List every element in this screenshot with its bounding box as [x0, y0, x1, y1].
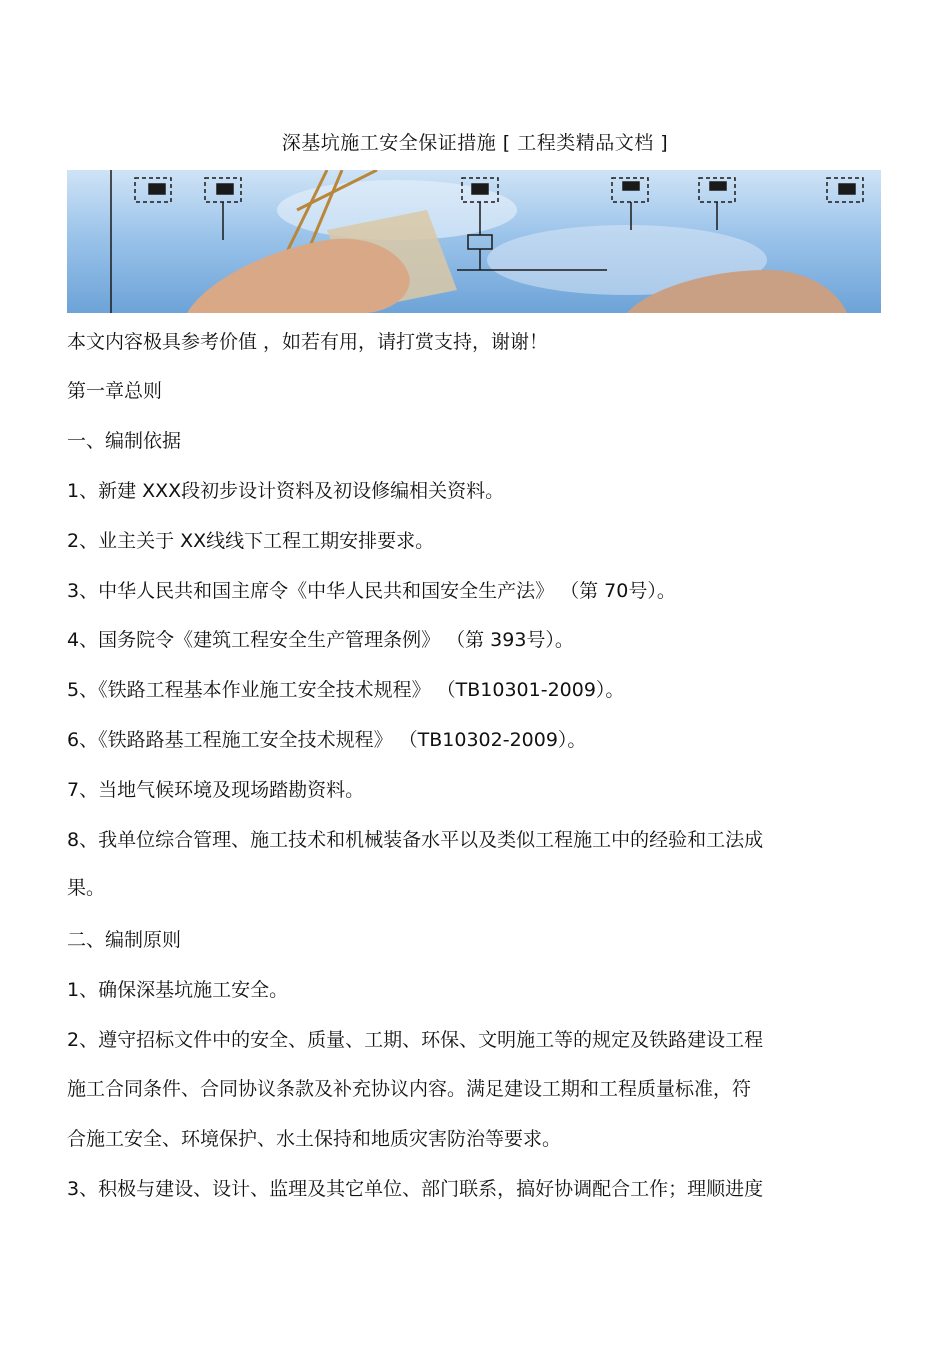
header-banner-image — [67, 170, 881, 313]
list-item: 5、《铁路工程基本作业施工安全技术规程》 （TB10301-2009）。 — [67, 679, 625, 701]
list-item: 2、遵守招标文件中的安全、质量、工期、环保、文明施工等的规定及铁路建设工程 — [67, 1029, 764, 1051]
section-heading: 一、编制依据 — [67, 430, 182, 452]
list-item: 7、当地气候环境及现场踏勘资料。 — [67, 779, 365, 801]
list-item: 2、业主关于 XX线线下工程工期安排要求。 — [67, 530, 435, 552]
list-item: 1、新建 XXX段初步设计资料及初设修编相关资料。 — [67, 480, 505, 502]
list-item: 8、我单位综合管理、施工技术和机械装备水平以及类似工程施工中的经验和工法成 — [67, 829, 764, 851]
list-item: 6、《铁路路基工程施工安全技术规程》 （TB10302-2009）。 — [67, 729, 587, 751]
notice-text: 本文内容极具参考价值 ，如若有用，请打赏支持，谢谢！ — [67, 331, 549, 353]
chapter-heading: 第一章总则 — [67, 380, 163, 402]
section-heading: 二、编制原则 — [67, 929, 182, 951]
list-item: 3、积极与建设、设计、监理及其它单位、部门联系，搞好协调配合工作；理顺进度 — [67, 1178, 764, 1200]
list-item: 1、确保深基坑施工安全。 — [67, 979, 289, 1001]
list-item-continuation: 果。 — [67, 877, 106, 899]
list-item-continuation: 合施工安全、环境保护、水土保持和地质灾害防治等要求。 — [67, 1128, 562, 1150]
list-item: 4、国务院令《建筑工程安全生产管理条例》 （第 393号）。 — [67, 629, 574, 651]
document-title: 深基坑施工安全保证措施 [ 工程类精品文档 ] — [281, 132, 669, 154]
list-item-continuation: 施工合同条件、合同协议条款及补充协议内容。满足建设工期和工程质量标准，符 — [67, 1078, 752, 1100]
list-item: 3、中华人民共和国主席令《中华人民共和国安全生产法》 （第 70号）。 — [67, 580, 676, 602]
